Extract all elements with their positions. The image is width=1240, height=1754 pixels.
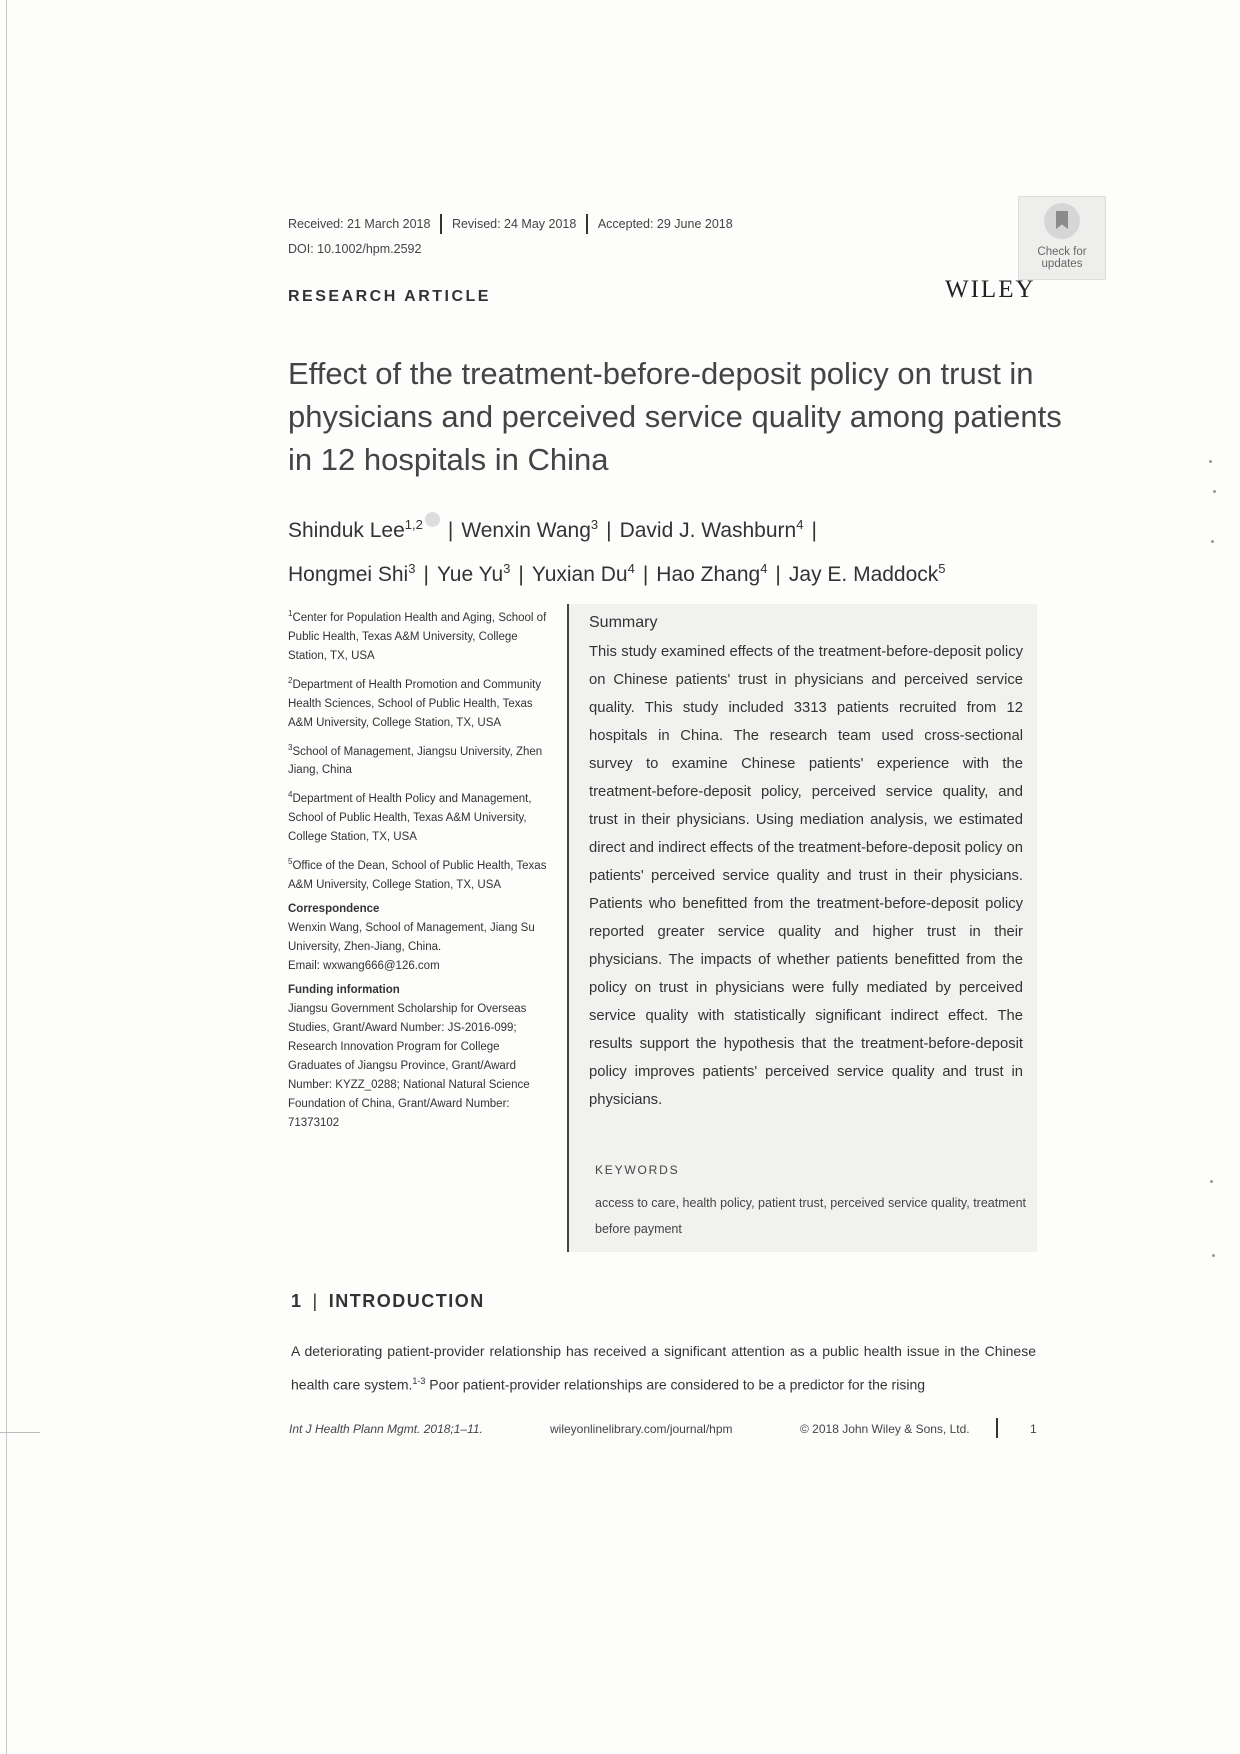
footer-divider [996,1418,998,1438]
article-type: RESEARCH ARTICLE [288,288,491,305]
author[interactable]: Yue Yu$^3$ [436,561,511,586]
correspondence-heading: Correspondence [288,903,380,916]
date-divider [586,214,588,234]
received-date: Received: 21 March 2018 [288,217,431,231]
author[interactable]: Hao Zhang$^4$ [656,561,768,586]
author[interactable]: Wenxin Wang$^3$ [461,517,599,542]
correspondence-text: Wenxin Wang, School of Management, Jiang Su University, Zhen-Jiang, China. [288,922,535,954]
update-badge-label: Check for updates [1037,246,1087,270]
section-heading: 1 | INTRODUCTION [291,1291,485,1311]
check-for-updates-badge[interactable] [1018,196,1106,280]
author[interactable]: Shinduk Lee$^{1,2}$ [288,517,423,542]
doi[interactable]: DOI: 10.1002/hpm.2592 [288,242,422,256]
keywords: access to care, health policy, patient trust, perceived service quality, treatment before payment [595,1196,1026,1236]
funding-text: Jiangsu Government Scholarship for Overseas Studies, Grant/Award Number: JS-2016-099; Research Innovation Program for College Graduates of Jiangsu Province, Grant/Award Number: KYZZ_0288; National Natural Science Foundation of China, Grant/Award Number: 71373102 [288,1003,530,1130]
correspondence-email[interactable]: Email: wxwang666@126.com [288,960,440,973]
scan-speck [1211,540,1214,543]
publisher-logo: WILEY [945,276,1036,303]
footer-journal: Int J Health Plann Mgmt. 2018;1–11. [289,1422,483,1436]
scan-mark [0,1432,40,1433]
affiliation: $^4$Department of Health Policy and Management, School of Public Health, Texas A&M University, College Station, TX, USA [288,790,532,844]
author[interactable]: Hongmei Shi$^3$ [288,561,416,586]
affiliation: $^1$Center for Population Health and Aging, School of Public Health, Texas A&M University, College Station, TX, USA [288,609,547,662]
affiliation: $^2$Department of Health Promotion and Community Health Sciences, School of Public Health, Texas A&M University, College Station, TX, USA [288,675,542,729]
page-number: 1 [1030,1422,1037,1436]
author[interactable]: David J. Washburn$^4$ [619,517,804,542]
scan-speck [1212,1254,1215,1257]
scan-speck [1210,1180,1213,1183]
author[interactable]: Jay E. Maddock$^5$ [788,561,946,586]
author-list: Shinduk Lee$^{1,2}$ | Wenxin Wang$^3$ | David J. Washburn$^4$ | Hongmei Shi$^3$ | Yue Yu$^3$ | Yuxian Du$^4$ | Hao Zhang$^4$ | Jay E. Maddock$^5$ [288,506,1088,594]
scan-speck [1213,490,1216,493]
affiliation: $^5$Office of the Dean, School of Public Health, Texas A&M University, College Station, TX, USA [288,857,547,892]
orcid-icon[interactable] [425,512,440,527]
footer-url[interactable]: wileyonlinelibrary.com/journal/hpm [550,1422,733,1436]
accepted-date: Accepted: 29 June 2018 [597,217,733,231]
article-title: Effect of the treatment-before-deposit policy on trust in physicians and perceived service quality among patients in 12 hospitals in China [288,356,1062,477]
scan-speck [1209,460,1212,463]
keywords-heading: KEYWORDS [595,1163,680,1177]
article-dates [288,214,733,234]
author[interactable]: Yuxian Du$^4$ [531,561,635,586]
section-body: A deteriorating patient-provider relationship has received a significant attention as a public health issue in the Chinese health care system.$^{1-3}$ Poor patient-provider relationships are considered to be a predictor for the rising [291,1343,1036,1393]
citation[interactable]: 1-3 [412,1376,426,1386]
scan-edge-line [6,0,7,1754]
abstract-heading: Summary [589,614,658,631]
funding-heading: Funding information [288,984,400,997]
revised-date: Revised: 24 May 2018 [451,217,577,231]
footer-copyright: © 2018 John Wiley & Sons, Ltd. [800,1422,970,1436]
abstract-text: This study examined effects of the treatment-before-deposit policy on Chinese patients' trust in physicians and perceived service quality. This study included 3313 patients recruited from 12 hospitals in China. The research team used cross-sectional survey to examine Chinese patients' experience with the treatment-before-deposit policy, perceived service quality, and trust in their physicians. Using mediation analysis, we estimated direct and indirect effects of the treatment-before-deposit policy on patients' perceived service quality and trust in their physicians. Patients who benefitted from the treatment-before-deposit policy reported greater service quality and higher trust in their physicians. The impacts of whether patients benefitted from the policy on trust in physicians were fully mediated by perceived service quality with statistically significant indirect effect. The results support the hypothesis that the treatment-before-deposit policy improves patients' perceived service quality and trust in physicians. [589,644,1024,1108]
affiliations-column [288,604,556,1138]
affiliation: $^3$School of Management, Jiangsu University, Zhen Jiang, China [288,742,543,777]
date-divider [440,214,442,234]
